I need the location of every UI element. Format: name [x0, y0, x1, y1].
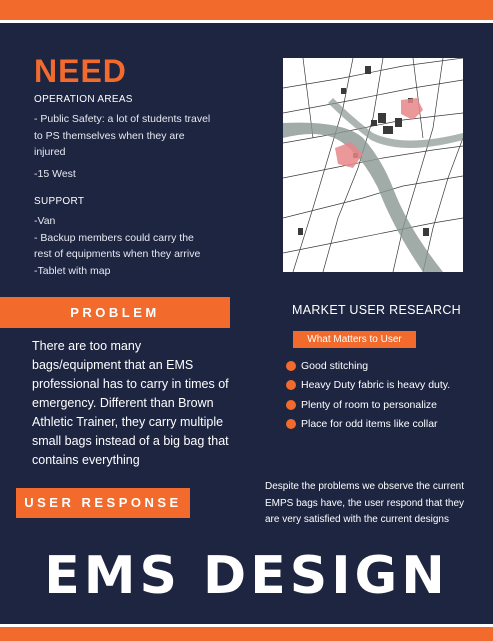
- bullet-dot-icon: [286, 380, 296, 390]
- bottom-accent-bar: [0, 627, 493, 641]
- operation-line: - Public Safety: a lot of students travel: [34, 113, 211, 125]
- problem-line: Athletic Trainer, they carry multiple: [32, 415, 224, 429]
- problem-line: contains everything: [32, 453, 140, 467]
- response-line: EMPS bags have, the user respond that they: [265, 497, 465, 509]
- operation-areas-heading: OPERATION AREAS: [34, 94, 133, 105]
- market-research-list: [286, 356, 450, 434]
- support-heading: SUPPORT: [34, 196, 85, 207]
- bullet-dot-icon: [286, 400, 296, 410]
- top-accent-bar: [0, 0, 493, 20]
- support-line: - Backup members could carry the: [34, 231, 194, 244]
- problem-line: emergency. Different than Brown: [32, 396, 214, 410]
- market-research-title: MARKET USER RESEARCH: [292, 303, 461, 317]
- problem-label: PROBLEM: [0, 297, 230, 328]
- user-response-text: [265, 479, 483, 529]
- support-line: -Van: [34, 215, 56, 227]
- need-title: NEED: [34, 53, 127, 89]
- list-item: Good stitching: [286, 356, 450, 376]
- problem-line: professional has to carry in times of: [32, 377, 229, 391]
- operation-line: -15 West: [34, 167, 76, 180]
- support-line: rest of equipments when they arrive: [34, 248, 201, 260]
- user-response-label: USER RESPONSE: [16, 488, 190, 518]
- list-item: Place for odd items like collar: [286, 415, 450, 435]
- support-line: -Tablet with map: [34, 264, 111, 277]
- response-line: are very satisfied with the current designs: [265, 514, 449, 525]
- campus-map: [283, 58, 463, 272]
- operation-line: injured: [34, 146, 66, 158]
- list-item: Plenty of room to personalize: [286, 395, 450, 415]
- map-graphic: [283, 58, 463, 272]
- list-item: Heavy Duty fabric is heavy duty.: [286, 376, 450, 396]
- support-text: [34, 213, 234, 279]
- operation-line: to PS themselves when they are: [34, 129, 185, 142]
- response-line: Despite the problems we observe the current: [265, 481, 464, 492]
- bullet-dot-icon: [286, 419, 296, 429]
- bullet-dot-icon: [286, 361, 296, 371]
- footer-title: EMS DESIGN: [44, 546, 449, 606]
- problem-line: small bags instead of a big bag that: [32, 434, 229, 448]
- what-matters-label: What Matters to User: [293, 331, 416, 348]
- problem-text: [32, 337, 238, 470]
- operation-areas-text: [34, 111, 234, 182]
- top-white-edge: [0, 20, 493, 23]
- problem-line: There are too many: [32, 339, 142, 353]
- problem-line: bags/equipment that an EMS: [32, 358, 194, 372]
